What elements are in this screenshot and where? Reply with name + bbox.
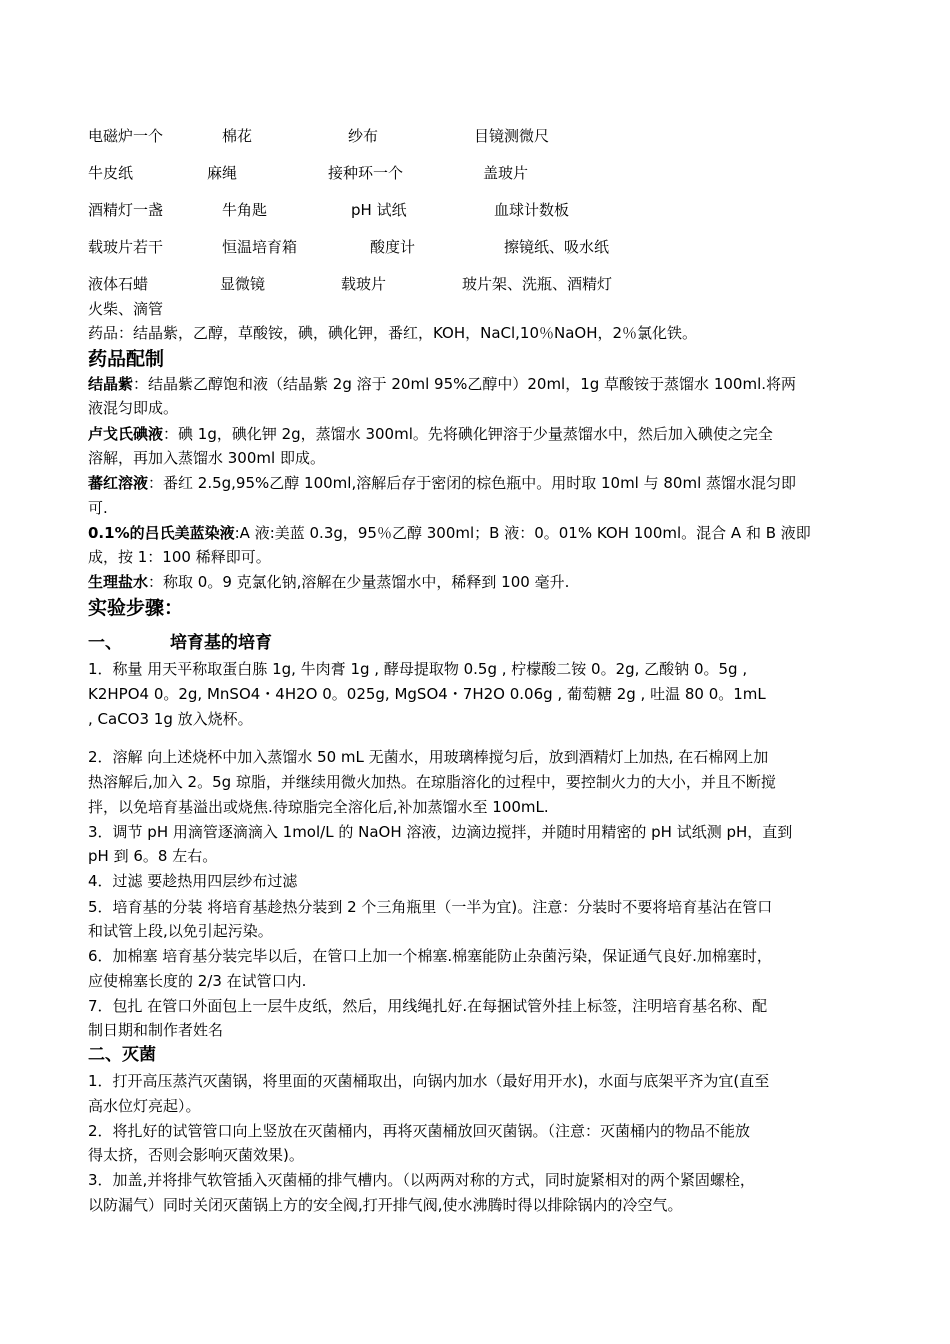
step-7-line: 制日期和制作者姓名: [88, 1021, 224, 1039]
prep-lugol-line-1: [88, 422, 858, 446]
prep-lugol-line-2: 溶解，再加入蒸馏水 300ml 即成。: [88, 449, 325, 467]
prep-crystal-violet-line-2: 液混匀即成。: [88, 399, 179, 417]
sterilize-step-1-line: 高水位灯亮起）。: [88, 1097, 201, 1115]
section-number: 一、: [88, 633, 122, 653]
equipment-item: 接种环一个: [328, 164, 404, 182]
step-4-line: 4．过滤 要趁热用四层纱布过滤: [88, 872, 298, 890]
step-1-line: K2HPO4 0。2g, MnSO4・4H2O 0。025g, MgSO4・7H2O 0.06g , 葡萄糖 2g , 吐温 80 0。1mL: [88, 685, 766, 703]
prep-safranin-line-2: 可.: [88, 499, 108, 517]
equipment-item: 麻绳: [207, 164, 238, 182]
equipment-item: 牛皮纸: [88, 164, 134, 182]
prep-heading: 药品配制: [88, 348, 165, 370]
equipment-item: 载玻片若干: [88, 238, 164, 256]
equipment-item: 显微镜: [220, 275, 266, 293]
step-1-line: 1．称量 用天平称取蛋白胨 1g, 牛肉膏 1g , 酵母提取物 0.5g , 柠檬酸二铵 0。2g, 乙酸钠 0。5g ,: [88, 660, 748, 678]
step-3-line: pH 到 6。8 左右。: [88, 847, 218, 865]
equipment-item: 酸度计: [370, 238, 416, 256]
step-1-line: , CaCO3 1g 放入烧杯。: [88, 710, 253, 728]
prep-text: ：称取 0。9 克氯化钠,溶解在少量蒸馏水中，稀释到 100 毫升.: [148, 573, 570, 591]
reagents-line: 药品：结晶紫，乙醇，草酸铵，碘，碘化钾，番红，KOH，NaCl,10％NaOH，2％氯化铁。: [88, 324, 698, 342]
sterilize-step-2-line: 得太挤，否则会影响灭菌效果)。: [88, 1146, 304, 1164]
equipment-item: 载玻片: [341, 275, 387, 293]
prep-safranin-line-1: [88, 471, 858, 495]
equipment-row-6: 火柴、滴管: [88, 300, 164, 318]
prep-methylene-line-1: [88, 521, 858, 545]
step-6-line: 应使棉塞长度的 2/3 在试管口内.: [88, 972, 307, 990]
equipment-item: 擦镜纸、吸水纸: [504, 238, 610, 256]
step-2-line: 2．溶解 向上述烧杯中加入蒸馏水 50 mL 无菌水，用玻璃棒搅匀后，放到酒精灯上加热, 在石棉网上加: [88, 748, 769, 766]
prep-label: 蕃红溶液: [88, 474, 149, 492]
equipment-item: 血球计数板: [494, 201, 570, 219]
sterilize-step-2-line: 2．将扎好的试管管口向上竖放在灭菌桶内，再将灭菌桶放回灭菌锅。（注意：灭菌桶内的物品不能放: [88, 1122, 751, 1140]
prep-crystal-violet-line-1: [88, 372, 858, 396]
equipment-item: 牛角匙: [222, 201, 268, 219]
prep-text: ：结晶紫乙醇饱和液（结晶紫 2g 溶于 20ml 95%乙醇中）20ml，1g 草酸铵于蒸馏水 100ml.将两: [133, 375, 797, 393]
equipment-item: 玻片架、洗瓶、酒精灯: [462, 275, 613, 293]
prep-label: 卢戈氏碘液: [88, 425, 164, 443]
step-5-line: 5．培育基的分装 将培育基趁热分装到 2 个三角瓶里（一半为宜)。注意：分装时不要将培育基沾在管口: [88, 898, 773, 916]
step-2-line: 热溶解后,加入 2。5g 琼脂，并继续用微火加热。在琼脂溶化的过程中，要控制火力的大小，并且不断搅: [88, 773, 776, 791]
step-3-line: 3．调节 pH 用滴管逐滴滴入 1mol/L 的 NaOH 溶液，边滴边搅拌，并随时用精密的 pH 试纸测 pH，直到: [88, 823, 793, 841]
equipment-item: 棉花: [222, 127, 253, 145]
sterilize-step-1-line: 1．打开高压蒸汽灭菌锅，将里面的灭菌桶取出，向锅内加水（最好用开水)，水面与底架平齐为宜(直至: [88, 1072, 770, 1090]
equipment-item: 恒温培育箱: [222, 238, 298, 256]
prep-saline-line: [88, 570, 858, 594]
equipment-item: 液体石蜡: [88, 275, 149, 293]
equipment-item: 盖玻片: [483, 164, 529, 182]
step-6-line: 6．加棉塞 培育基分装完毕以后，在管口上加一个棉塞.棉塞能防止杂菌污染，保证通气良好.加棉塞时，: [88, 947, 772, 965]
equipment-item: 电磁炉一个: [88, 127, 164, 145]
section-2-heading: 二、灭菌: [88, 1045, 156, 1065]
equipment-item: pH 试纸: [351, 201, 407, 219]
sterilize-step-3-line: 以防漏气）同时关闭灭菌锅上方的安全阀,打开排气阀,使水沸腾时得以排除锅内的冷空气。: [88, 1196, 683, 1214]
prep-label: 生理盐水: [88, 573, 149, 591]
step-2-line: 拌，以免培育基溢出或烧焦.待琼脂完全溶化后,补加蒸馏水至 100mL.: [88, 798, 549, 816]
sterilize-step-3-line: 3．加盖,并将排气软管插入灭菌桶的排气槽内。（以两两对称的方式，同时旋紧相对的两个紧固螺栓，: [88, 1171, 755, 1189]
prep-label: 0.1%的吕氏美蓝染液: [88, 524, 235, 542]
prep-text: ：番红 2.5g,95%乙醇 100ml,溶解后存于密闭的棕色瓶中。用时取 10ml 与 80ml 蒸馏水混匀即: [148, 474, 797, 492]
steps-heading: 实验步骤：: [88, 597, 184, 619]
prep-text: ：碘 1g，碘化钾 2g，蒸馏水 300ml。先将碘化钾溶于少量蒸馏水中，然后加入碘使之完全: [163, 425, 773, 443]
prep-methylene-line-2: 成，按 1：100 稀释即可。: [88, 548, 271, 566]
step-7-line: 7．包扎 在管口外面包上一层牛皮纸，然后，用线绳扎好.在每捆试管外挂上标签，注明培育基名称、配: [88, 997, 768, 1015]
section-title: 培育基的培育: [170, 633, 272, 653]
section-1-heading: [88, 630, 272, 656]
equipment-item: 酒精灯一盏: [88, 201, 164, 219]
equipment-item: 目镜测微尺: [474, 127, 550, 145]
equipment-item: 纱布: [348, 127, 379, 145]
prep-label: 结晶紫: [88, 375, 134, 393]
prep-text: :A 液:美蓝 0.3g，95％乙醇 300ml；B 液：0。01% KOH 100ml。混合 A 和 B 液即: [234, 524, 811, 542]
step-5-line: 和试管上段,以免引起污染。: [88, 922, 273, 940]
